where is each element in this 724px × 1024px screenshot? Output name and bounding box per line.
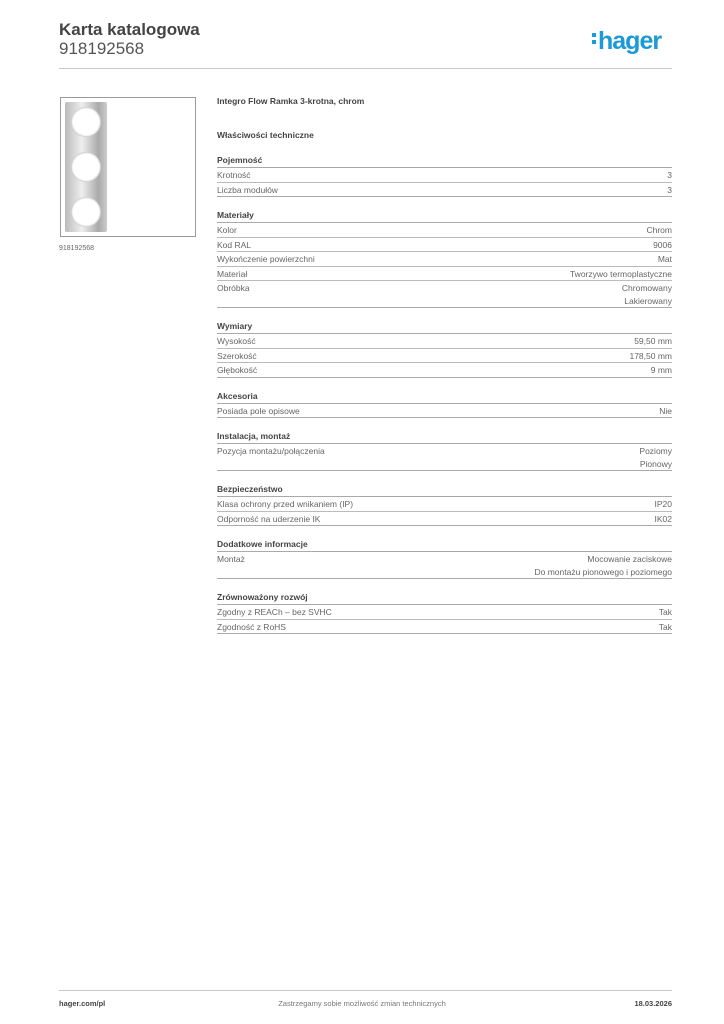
spec-value xyxy=(634,335,672,348)
spec-value-line: 59,50 mm xyxy=(634,336,672,346)
spec-row xyxy=(217,605,672,620)
spec-section xyxy=(217,320,672,378)
spec-value xyxy=(534,553,672,578)
section-title: Wymiary xyxy=(217,320,672,334)
spec-value xyxy=(655,498,673,511)
spec-row xyxy=(217,363,672,378)
product-name: Integro Flow Ramka 3-krotna, chrom xyxy=(217,96,365,106)
spec-section xyxy=(217,483,672,526)
spec-row xyxy=(217,238,672,253)
spec-value-line: IK02 xyxy=(654,513,672,524)
spec-label: Montaż xyxy=(217,554,245,564)
spec-label: Odporność na uderzenie IK xyxy=(217,513,321,524)
spec-value-line: Mocowanie zaciskowe xyxy=(587,554,672,564)
section-title: Pojemność xyxy=(217,154,672,168)
spec-label: Materiał xyxy=(217,268,248,279)
spec-sections xyxy=(217,154,672,634)
document-title: Karta katalogowa xyxy=(59,20,200,39)
spec-value-line: Lakierowany xyxy=(624,295,672,306)
section-title: Dodatkowe informacje xyxy=(217,538,672,552)
spec-value-line: 9 mm xyxy=(650,365,672,375)
section-title: Bezpieczeństwo xyxy=(217,483,672,497)
spec-row xyxy=(217,168,672,183)
spec-row xyxy=(217,552,672,579)
section-title: Akcesoria xyxy=(217,390,672,404)
spec-section xyxy=(217,209,672,308)
spec-value xyxy=(655,513,673,526)
spec-row xyxy=(217,512,672,527)
spec-section xyxy=(217,538,672,579)
header-divider xyxy=(59,68,672,69)
spec-section xyxy=(217,154,672,197)
frame-picture xyxy=(65,102,107,232)
spec-value xyxy=(659,405,672,418)
image-caption: 918192568 xyxy=(59,245,95,252)
spec-label: Kod RAL xyxy=(217,239,252,250)
spec-value-line: Nie xyxy=(659,405,672,416)
spec-value-line: Do montażu pionowego i poziomego xyxy=(534,566,672,577)
spec-value xyxy=(667,184,672,197)
properties-title: Właściwości techniczne xyxy=(217,130,314,140)
spec-value xyxy=(658,253,672,266)
spec-section xyxy=(217,390,672,419)
spec-label: Kolor xyxy=(217,225,237,235)
spec-label: Posiada pole opisowe xyxy=(217,405,300,416)
spec-value-line: Pionowy xyxy=(639,458,672,469)
footer-website-link[interactable]: hager.com/pl xyxy=(59,999,106,1008)
spec-label: Liczba modułów xyxy=(217,184,278,195)
spec-value-line: IP20 xyxy=(654,499,672,509)
spec-value xyxy=(629,350,672,363)
spec-value-line: 178,50 mm xyxy=(629,350,672,361)
spec-row xyxy=(217,183,672,198)
spec-label: Szerokość xyxy=(217,350,257,361)
hager-logo xyxy=(592,27,661,56)
spec-row xyxy=(217,349,672,364)
spec-label: Obróbka xyxy=(217,283,250,293)
spec-value-line: Poziomy xyxy=(639,446,672,456)
spec-label: Głębokość xyxy=(217,365,258,375)
spec-label: Zgodność z RoHS xyxy=(217,621,286,632)
spec-label: Klasa ochrony przed wnikaniem (IP) xyxy=(217,499,354,509)
spec-value-line: Mat xyxy=(657,254,672,264)
logo-dots-icon xyxy=(592,30,597,47)
product-image xyxy=(60,97,196,237)
spec-label: Wysokość xyxy=(217,336,256,346)
spec-row xyxy=(217,267,672,282)
footer-disclaimer: Zastrzegamy sobie możliwość zmian technicznych xyxy=(278,999,446,1008)
spec-value xyxy=(622,282,672,307)
spec-value-line: Chrom xyxy=(646,225,672,235)
spec-row xyxy=(217,404,672,419)
spec-label: Krotność xyxy=(217,170,251,180)
section-title: Materiały xyxy=(217,209,672,223)
spec-row xyxy=(217,334,672,349)
spec-row xyxy=(217,281,672,308)
spec-value xyxy=(659,606,672,619)
spec-value xyxy=(646,224,672,237)
spec-value xyxy=(651,364,672,377)
spec-row xyxy=(217,620,672,635)
spec-section xyxy=(217,591,672,634)
section-title: Zrównoważony rozwój xyxy=(217,591,672,605)
spec-label: Pozycja montażu/połączenia xyxy=(217,446,325,456)
spec-row xyxy=(217,444,672,471)
spec-value-line: 9006 xyxy=(653,239,672,250)
spec-label: Zgodny z REACh – bez SVHC xyxy=(217,607,332,617)
spec-value xyxy=(667,169,672,182)
spec-value-line: 3 xyxy=(667,184,672,195)
spec-value-line: Tworzywo termoplastyczne xyxy=(569,268,672,279)
spec-row xyxy=(217,497,672,512)
spec-value xyxy=(639,445,672,470)
footer-date: 18.03.2026 xyxy=(634,999,672,1008)
spec-content xyxy=(217,96,672,634)
spec-value-line: Chromowany xyxy=(621,283,672,293)
spec-label: Wykończenie powierzchni xyxy=(217,254,315,264)
spec-row xyxy=(217,252,672,267)
spec-value-line: Tak xyxy=(658,621,672,632)
logo-text: hager xyxy=(598,27,662,55)
spec-value-line: Tak xyxy=(658,607,672,617)
spec-value xyxy=(653,239,672,252)
section-title: Instalacja, montaż xyxy=(217,430,672,444)
spec-section xyxy=(217,430,672,471)
footer-divider xyxy=(59,990,672,991)
product-code: 918192568 xyxy=(59,39,145,58)
spec-row xyxy=(217,223,672,238)
spec-value-line: 3 xyxy=(667,170,672,180)
spec-value xyxy=(659,621,672,634)
spec-value xyxy=(570,268,672,281)
